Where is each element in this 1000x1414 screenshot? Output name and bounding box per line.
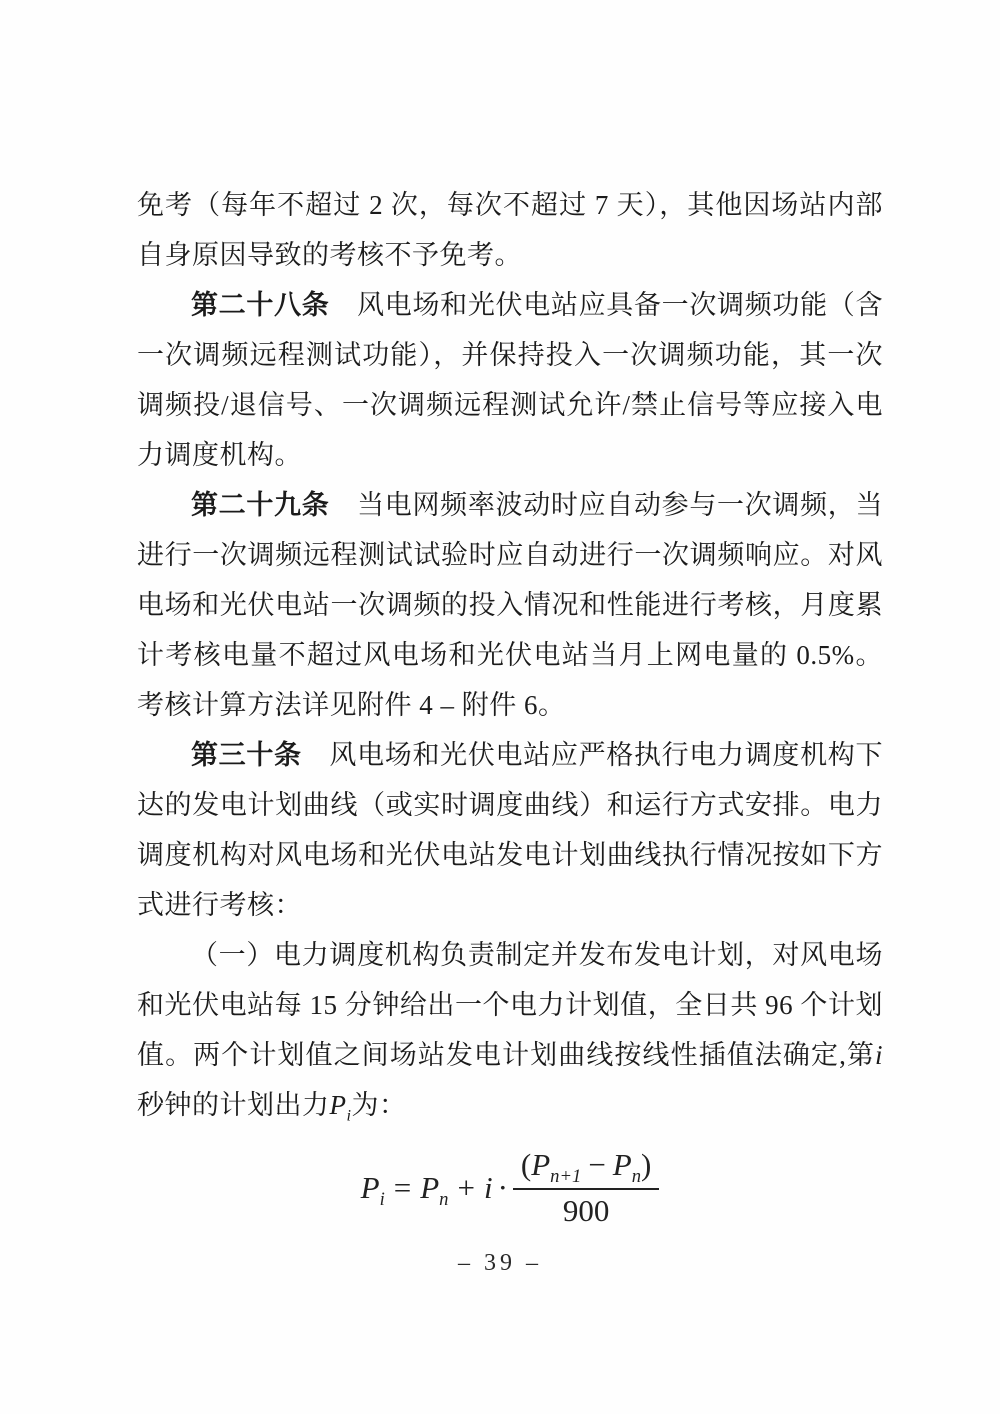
article-heading	[191, 490, 329, 520]
equals-sign: =	[393, 1170, 412, 1205]
text-run-base: P	[329, 1090, 347, 1120]
text-run	[875, 1040, 883, 1070]
text-run-base: 第二十八条	[191, 290, 330, 320]
article-heading	[191, 740, 302, 770]
fraction-denominator: 900	[562, 1192, 610, 1228]
text-run	[352, 1090, 407, 1120]
article-heading	[191, 290, 329, 320]
fraction	[513, 1146, 659, 1231]
text-run	[137, 190, 883, 270]
minus-sign: −	[588, 1146, 606, 1182]
document-body	[137, 180, 883, 1234]
text-run-base: （一）电力调度机构负责制定并发布发电计划，对风电场和光伏电站每 15 分钟给出一个电力计划值，全日共 96 个计划值。两个计划值之间场站发电计划曲线按线性插值法确定,第	[137, 940, 883, 1070]
text-run-base: 免考（每年不超过 2 次，每次不超过 7 天），其他因场站内部自身原因导致的考核不予免考。	[137, 190, 883, 270]
text-run-base: i	[874, 1040, 883, 1070]
paragraph	[137, 730, 883, 930]
paragraph	[137, 180, 883, 280]
formula-coef: i	[483, 1170, 493, 1205]
text-run-base: 风电场和光伏电站应具备一次调频功能（含一次调频远程测试功能），并保持投入一次调频功能，其一次调频投/退信号、一次调频远程测试允许/禁止信号等应接入电力调度机构。	[137, 290, 883, 470]
text-run-base: 秒钟的计划出力	[137, 1090, 330, 1120]
formula-term: $P_n$	[420, 1170, 449, 1211]
page-number: – 39 –	[458, 1250, 542, 1276]
text-run-base: 第三十条	[191, 740, 302, 770]
formula-lhs: $P_i$	[360, 1170, 385, 1211]
text-run	[137, 940, 883, 1070]
paragraph	[137, 480, 883, 730]
dot-operator: ·	[497, 1170, 508, 1205]
text-run-base: 当电网频率波动时应自动参与一次调频，当进行一次调频远程测试试验时应自动进行一次调频响应。对风电场和光伏电站一次调频的投入情况和性能进行考核，月度累计考核电量不超过风电场和光伏电站当月上网电量的 0.5%。考核计算方法详见附件 4 – 附件 6。	[137, 490, 883, 720]
plus-sign: +	[457, 1170, 475, 1205]
formula	[137, 1142, 883, 1234]
subscript: i	[346, 1106, 352, 1125]
text-run	[329, 1090, 352, 1125]
paragraph	[137, 280, 883, 480]
text-run-base: 风电场和光伏电站应严格执行电力调度机构下达的发电计划曲线（或实时调度曲线）和运行方式安排。电力调度机构对风电场和光伏电站发电计划曲线执行情况按如下方式进行考核：	[137, 740, 883, 920]
text-run	[137, 490, 883, 720]
text-run-base: 第二十九条	[191, 490, 330, 520]
fraction-numerator: $(P_{n+1} - P_n)$	[513, 1146, 659, 1190]
text-run	[137, 1090, 330, 1120]
text-run-base: 为：	[351, 1090, 407, 1120]
paragraph	[137, 930, 883, 1130]
